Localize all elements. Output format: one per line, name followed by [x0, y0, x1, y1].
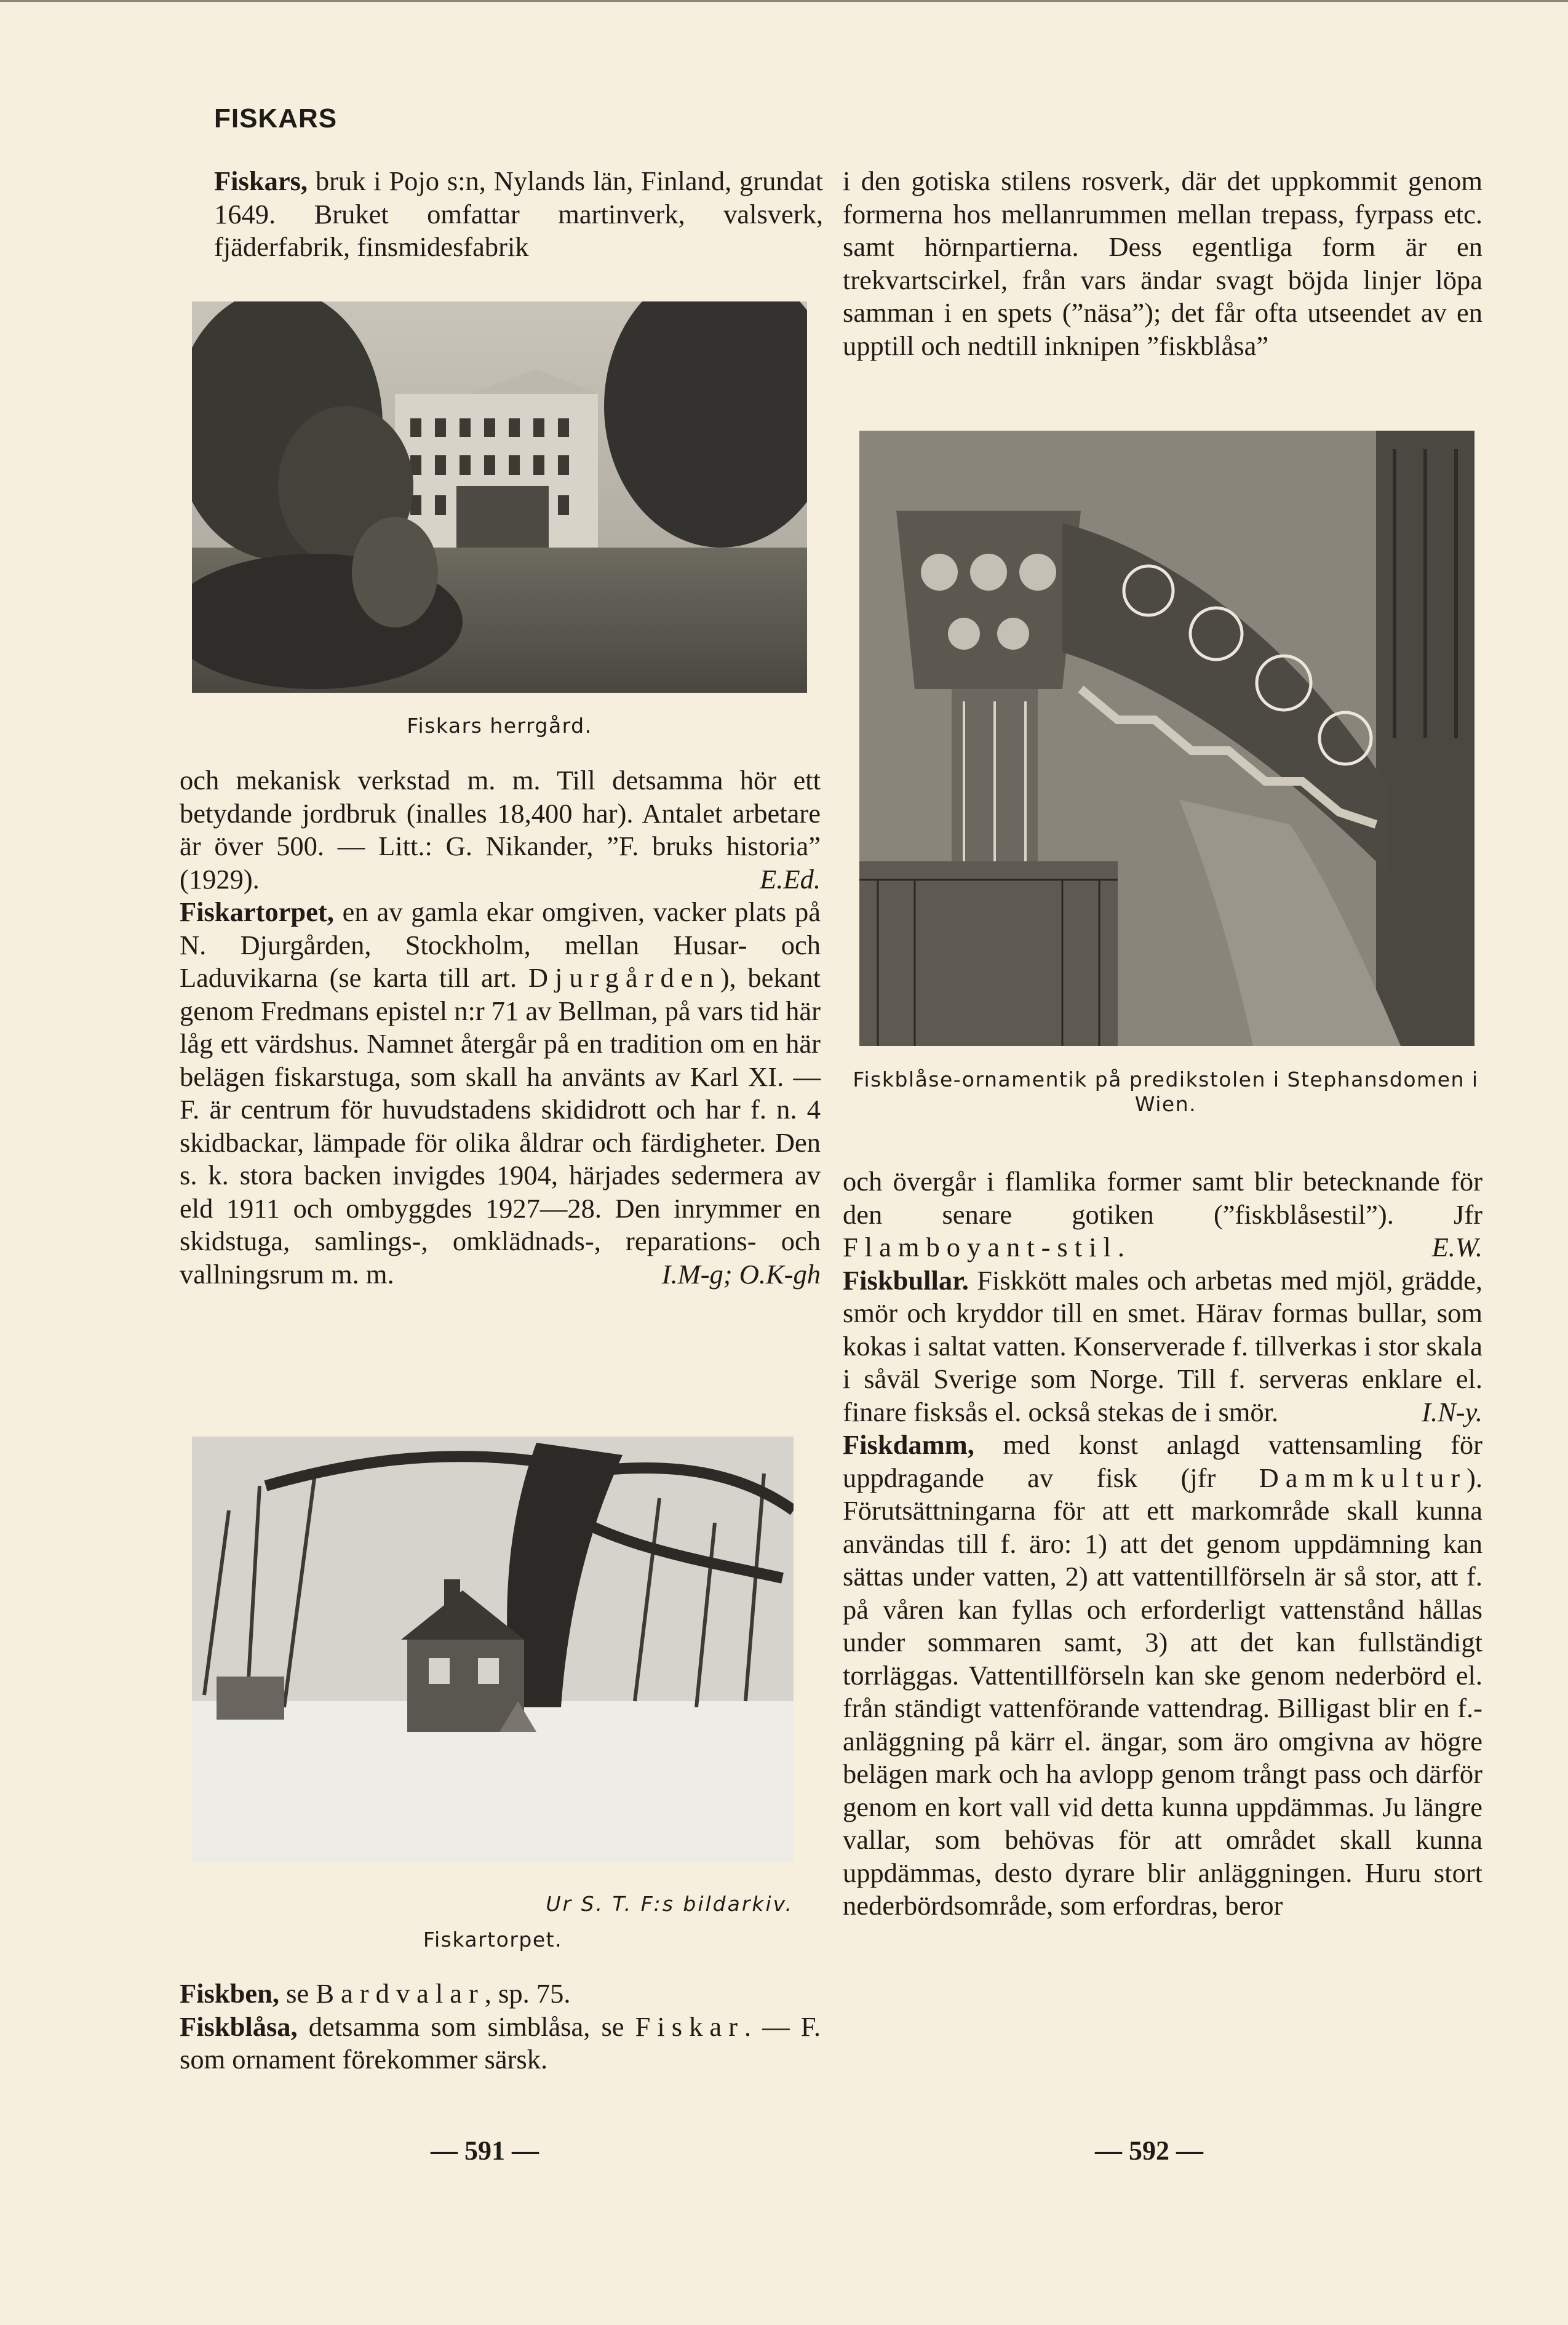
entry-fiskars-start: Fiskars, bruk i Pojo s:n, Nylands län, Finland, grundat 1649. Bruket omfattar martinverk, valsverk, fjäderfabrik, finsmidesfabrik	[214, 166, 823, 262]
photo-credit: Ur S. T. F:s bildarkiv.	[546, 1892, 794, 1916]
entry-fiskblasa-end: och övergår i flamlika former samt blir betecknande för den senare gotiken (”fiskblåsestil”). Jfr Flamboyant-stil. E.W.	[843, 1165, 1482, 1264]
signature: I.M-g; O.K-gh	[661, 1258, 821, 1290]
cross-reference: Dammkultur	[1259, 1462, 1467, 1493]
entry-fiskblasa: Fiskblåsa, detsamma som simblåsa, se Fiskar. — F. som ornament förekommer särsk.	[180, 2011, 821, 2075]
headword: Fiskbullar.	[843, 1264, 969, 1296]
manor-photo-illustration	[192, 301, 807, 693]
headword: Fiskblåsa,	[180, 2011, 298, 2042]
entry-fiskartorpet: Fiskartorpet, en av gamla ekar omgiven, vacker plats på N. Djurgården, Stockholm, mellan Husar- och Laduvikarna (se karta till art. Djurgården), bekant genom Fredmans epistel n:r 71 av Bellman, på vars tid här låg ett värdshus. Namnet återgår på en tradition om en här belägen fiskarstuga, som skall ha använts av Karl XI. — F. är centrum för huvudstadens skididrott och har f. n. 4 skidbackar, lämpade för olika åldrar och färdigheter. Den s. k. stora backen invigdes 1904, härjades sedermera av eld 1911 och ombyggdes 1927—28. Den inrymmer en skidstuga, samlings-, omklädnads-, reparations- och vallningsrum m. m. I.M-g; O.K-gh	[180, 896, 821, 1291]
right-column-top	[843, 165, 1482, 362]
entry-fiskben: Fiskben, se Bardvalar, sp. 75.	[180, 1978, 571, 2009]
entry-fiskars-cont: och mekanisk verkstad m. m. Till detsamma hör ett betydande jordbruk (inalles 18,400 har). Antalet arbetare är över 500. — Litt.: G. Nikander, ”F. bruks historia” (1929). E.Ed.	[180, 764, 821, 896]
folio-right: — 592 —	[1095, 2136, 1203, 2166]
headword: Fiskartorpet,	[180, 896, 334, 927]
photo-fiskartorpet	[192, 1437, 794, 1862]
signature: I.N-y.	[1422, 1396, 1482, 1427]
headword: Fiskars,	[214, 166, 308, 196]
top-edge-rule	[0, 0, 1568, 2]
signature: E.W.	[1431, 1232, 1482, 1262]
cross-reference: Fiskar	[635, 2011, 744, 2042]
folio-left: — 591 —	[431, 2136, 539, 2166]
cross-reference: Flamboyant-stil	[843, 1232, 1118, 1262]
right-column-body	[843, 1165, 1482, 1923]
entry-fiskbullar: Fiskbullar. Fiskkött males och arbetas med mjöl, grädde, smör och kryddor till en smet. Härav formas bullar, som kokas i saltat vatten. Konserverade f. tillverkas i stor skala i såväl Sverige som Norge. Till f. serveras enklare el. finare fisksås el. också stekas de i smör. I.N-y.	[843, 1264, 1482, 1429]
fiskartorpet-photo-illustration	[192, 1437, 794, 1862]
running-head: FISKARS	[214, 103, 338, 134]
entry-fiskblasa-cont: i den gotiska stilens rosverk, där det uppkommit genom formerna hos mellanrummen mellan trepass, fyrpass etc. samt hörnpartierna. Dess egentliga form är en trekvartscirkel, från vars ändar svagt böjda linjer löpa samman i en spets (”näsa”); det får ofta utseendet av en upptill och nedtill inknipen ”fiskblåsa”	[843, 166, 1482, 361]
caption-fiskartorpet: Fiskartorpet.	[423, 1928, 563, 1952]
cross-reference: Bardvalar	[316, 1978, 485, 2009]
left-column-top	[214, 165, 823, 264]
photo-stephansdom-pulpit	[859, 431, 1474, 1046]
photo-fiskars-manor	[192, 301, 807, 693]
headword: Fiskdamm,	[843, 1429, 974, 1460]
headword: Fiskben,	[180, 1978, 279, 2009]
caption-fiskars-manor: Fiskars herrgård.	[407, 714, 592, 738]
caption-stephansdom: Fiskblåse-ornamentik på predikstolen i Stephansdomen i Wien.	[853, 1067, 1479, 1116]
left-column-bottom	[180, 1977, 821, 2076]
cross-reference: Djurgården	[528, 962, 720, 993]
entry-fiskdamm: Fiskdamm, med konst anlagd vattensamling för uppdragande av fisk (jfr Dammkultur). Förutsättningarna för att ett markområde skall kunna användas till f. äro: 1) att det genom uppdämning kan sättas under vatten, 2) att vattentillförseln är så stor, att f. på våren kan fyllas och erforderligt vattenstånd hållas under sommaren samt, 3) att det kan fullständigt torrläggas. Vattentillförseln kan ske genom nederbörd el. från ständigt vattenförande vattendrag. Billigast blir en f.-anläggning på kärr el. ängar, som äro omgivna av högre belägen mark och ha avlopp genom trångt pass och därför genom en kort vall vid detta kunna uppdämmas. Ju längre vallar, som behövas för att området skall kunna uppdämmas, desto dyrare blir anläggningen. Huru stort nederbördsområde, som erfordras, beror	[843, 1429, 1482, 1921]
left-column-body	[180, 764, 821, 1291]
pulpit-photo-illustration	[859, 431, 1474, 1046]
signature: E.Ed.	[760, 863, 821, 895]
